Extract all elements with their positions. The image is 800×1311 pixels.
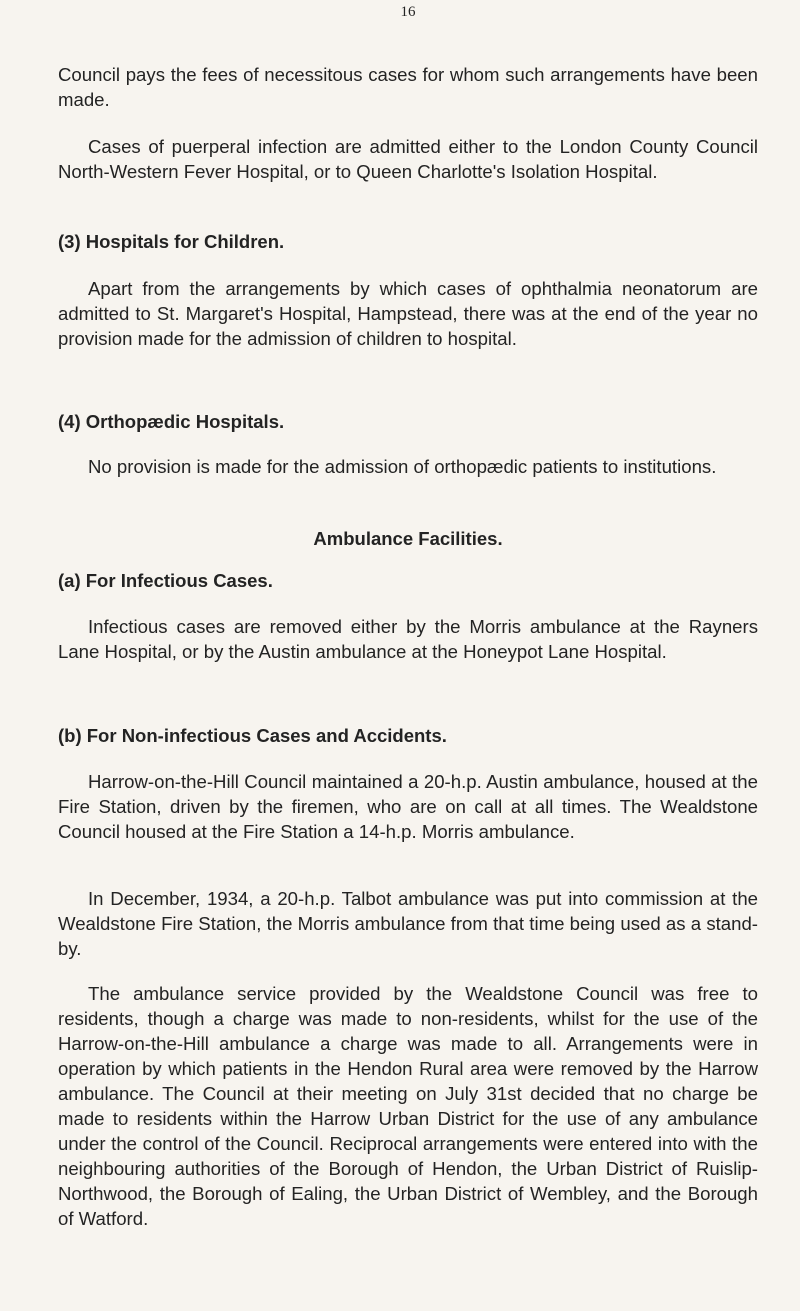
heading-infectious-cases: (a) For Infectious Cases. bbox=[58, 570, 273, 591]
paragraph-talbot-ambulance: In December, 1934, a 20-h.p. Talbot ambulance was put into commission at the Wealdstone Fire Station, the Morris ambulance from that time being used as a stand-by. bbox=[58, 888, 758, 959]
paragraph-puerperal-infection: Cases of puerperal infection are admitted either to the London County Council North-Western Fever Hospital, or to Queen Charlotte's Isolation Hospital. bbox=[58, 136, 758, 182]
paragraph-ambulance-service: The ambulance service provided by the Wealdstone Council was free to residents, though a charge was made to non-residents, whilst for the use of the Harrow-on-the-Hill ambulance a charge was made to all. Arrangements were in operation by which patients in the Hendon Rural area were removed by the Harrow ambulance. The Council at their meeting on July 31st decided that no charge be made to residents within the Harrow Urban District for the use of any ambulance under the control of the Council. Reciprocal arrangements were entered into with the neighbouring authorities of the Borough of Hendon, the Urban District of Ruislip-Northwood, the Borough of Ealing, the Urban District of Wembley, and the Borough of Watford. bbox=[58, 983, 758, 1229]
paragraph-ophthalmia: Apart from the arrangements by which cases of ophthalmia neonatorum are admitted to St. Margaret's Hospital, Hampstead, there was at the end of the year no provision made for the admission of children to hospital. bbox=[58, 278, 758, 349]
paragraph-harrow-ambulance: Harrow-on-the-Hill Council maintained a 20-h.p. Austin ambulance, housed at the Fire Station, driven by the firemen, who are on call at all times. The Wealdstone Council housed at the Fire Station a 14-h.p. Morris ambulance. bbox=[58, 771, 758, 842]
paragraph-council-fees: Council pays the fees of necessitous cases for whom such arrangements have been made. bbox=[58, 64, 758, 110]
paragraph-infectious-removal: Infectious cases are removed either by the Morris ambulance at the Rayners Lane Hospital, or by the Austin ambulance at the Honeypot Lane Hospital. bbox=[58, 616, 758, 662]
heading-non-infectious-cases: (b) For Non-infectious Cases and Accidents. bbox=[58, 725, 447, 746]
paragraph-orthopaedic-provision: No provision is made for the admission of orthopædic patients to institutions. bbox=[88, 456, 717, 477]
page-number: 16 bbox=[400, 4, 416, 20]
heading-orthopaedic-hospitals: (4) Orthopædic Hospitals. bbox=[58, 411, 285, 432]
heading-ambulance-facilities: Ambulance Facilities. bbox=[313, 528, 503, 549]
heading-hospitals-for-children: (3) Hospitals for Children. bbox=[58, 231, 285, 252]
